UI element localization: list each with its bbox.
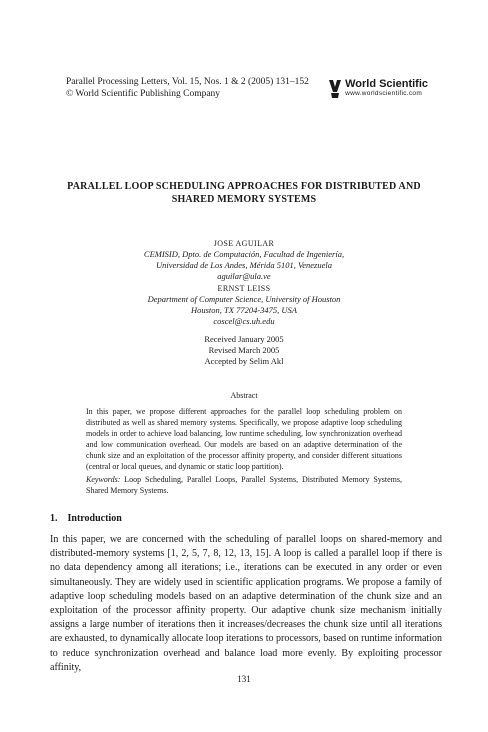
affiliation-line: Department of Computer Science, University of Houston xyxy=(147,294,341,304)
author-email: coscel@cs.uh.edu xyxy=(213,316,275,326)
revised-date: Revised March 2005 xyxy=(208,345,280,355)
copyright-line: © World Scientific Publishing Company xyxy=(66,89,221,99)
affiliation-line: Houston, TX 77204-3475, USA xyxy=(190,305,297,315)
title-line-1: PARALLEL LOOP SCHEDULING APPROACHES FOR DISTRIBUTED AND xyxy=(67,181,421,192)
affiliation-line: CEMISID, Dpto. de Computación, Facultad de Ingeniería, xyxy=(143,249,345,259)
abstract-heading: Abstract xyxy=(230,391,258,400)
keywords-label: Keywords: xyxy=(86,475,121,484)
accepted-line: Accepted by Selim Akl xyxy=(204,356,284,366)
abstract-text: In this paper, we propose different approaches for the parallel loop scheduling problem on distributed as well as shared memory systems. Specifically, we propose adaptive loop scheduling models in order to achieve load balancing, low runtime scheduling, low synchronization overhead and low communication overhead. Our models are based on an adaptive determination of the chunk size and an exploitation of the processor affinity property, and consider different situations (central or local queues, and dynamic or static loop partition). xyxy=(86,407,402,471)
author-block-2 xyxy=(60,283,428,327)
author-name: ERNST LEISS xyxy=(217,284,271,293)
section-number: 1. xyxy=(50,513,58,524)
publisher-logo-block xyxy=(328,78,428,100)
author-email: aguilar@ula.ve xyxy=(217,271,271,281)
received-date: Received January 2005 xyxy=(204,334,284,344)
introduction-text: In this paper, we are concerned with the scheduling of parallel loops on shared-memory and distributed-memory systems [1, 2, 5, 7, 8, 12, 13, 15]. A loop is called a parallel loop if there is no data dependency among all iterations; i.e., iterations can be executed in any order or even simultaneously. They are widely used in scientific application programs. We propose a family of adaptive loop scheduling models based on an adaptive determination of the chunk size and an exploitation of the processor affinity property. Our adaptive chunk size mechanism initially assigns a large number of iterations then it increases/decreases the chunk size until all iterations are exhausted, to dynamically allocate loop iterations to processors, based on runtime information to reduce synchronization overhead and balance load more evenly. By exploiting processor affinity, xyxy=(50,534,442,673)
title-line-2: SHARED MEMORY SYSTEMS xyxy=(171,194,317,205)
journal-header xyxy=(66,76,428,108)
section-title: Introduction xyxy=(67,513,122,524)
journal-citation: Parallel Processing Letters, Vol. 15, Nos. 1 & 2 (2005) 131–152 xyxy=(66,77,309,87)
page-number: 131 xyxy=(237,674,251,684)
section-heading xyxy=(50,513,122,524)
publisher-text xyxy=(345,78,428,98)
publisher-logo-icon xyxy=(328,78,342,100)
publisher-name: World Scientific xyxy=(345,78,428,90)
author-name: JOSE AGUILAR xyxy=(213,239,275,248)
affiliation-line: Universidad de Los Andes, Mérida 5101, Venezuela xyxy=(156,260,332,270)
keywords-text: Loop Scheduling, Parallel Loops, Parallel Systems, Distributed Memory Systems, Shared Memory Systems. xyxy=(86,475,403,495)
publisher-url: www.worldscientific.com xyxy=(345,90,423,97)
submission-dates xyxy=(60,334,428,367)
author-block-1 xyxy=(60,238,428,282)
keywords xyxy=(86,474,402,496)
paper-title xyxy=(60,180,428,206)
